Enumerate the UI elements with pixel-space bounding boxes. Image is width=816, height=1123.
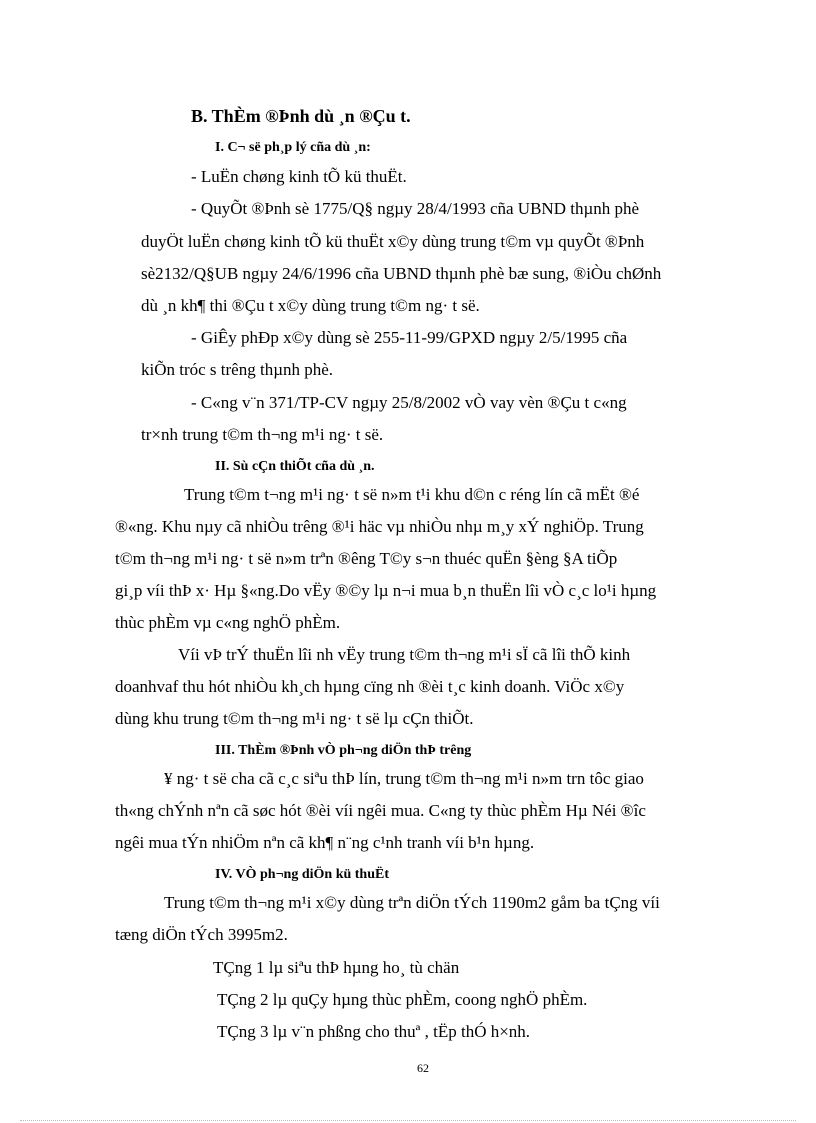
bullet-permit-line-2: kiÕn tróc s trêng thµnh phè. bbox=[141, 360, 334, 379]
paragraph-technical-line-1: Trung t©m th¬ng m¹i x©y dùng trªn diÖn tÝch 1190m2 gåm ba tÇng víi bbox=[164, 893, 660, 912]
paragraph-necessity-line-4: gi¸p víi thÞ x· Hµ §«ng.Do vËy ®©y lµ n¬i mua b¸n thuËn lîi vÒ c¸c lo¹i hµng bbox=[115, 581, 657, 600]
floor-3-description: TÇng 3 lµ v¨n phßng cho thuª , tËp thÓ h×nh. bbox=[217, 1022, 531, 1041]
paragraph-technical-line-2: tæng diÖn tÝch 3995m2. bbox=[115, 925, 288, 944]
bullet-decision-line-3: sè2132/Q§UB ngµy 24/6/1996 cña UBND thµnh phè bæ sung, ®iÒu chØnh bbox=[141, 264, 662, 283]
bullet-decision-line-2: duyÖt luËn chøng kinh tÕ kü thuËt x©y dùng trung t©m vµ quyÕt ®Þnh bbox=[141, 232, 645, 251]
subheading-necessity: II. Sù cÇn thiÕt cña dù ¸n. bbox=[215, 459, 375, 474]
paragraph-location-line-2: doanhvaf thu hót nhiÒu kh¸ch hµng cïng nh ®èi t¸c kinh doanh. ViÖc x©y bbox=[115, 677, 625, 696]
paragraph-necessity-line-5: thùc phÈm vµ c«ng nghÖ phÈm. bbox=[115, 613, 341, 632]
paragraph-location-line-3: dùng khu trung t©m th¬ng m¹i ng· t së lµ cÇn thiÕt. bbox=[115, 709, 474, 728]
bullet-feasibility-study: - LuËn chøng kinh tÕ kü thuËt. bbox=[191, 167, 407, 186]
bullet-decision-line-4: dù ¸n kh¶ thi ®Çu t x©y dùng trung t©m ng· t së. bbox=[141, 296, 480, 315]
subheading-legal-basis: I. C¬ së ph¸p lý cña dù ¸n: bbox=[215, 140, 371, 155]
subheading-technical: IV. VÒ ph¬ng diÖn kü thuËt bbox=[215, 867, 389, 882]
bullet-letter-line-2: tr×nh trung t©m th¬ng m¹i ng· t së. bbox=[141, 425, 384, 444]
bullet-decision-line-1: - QuyÕt ®Þnh sè 1775/Q§ ngµy 28/4/1993 cña UBND thµnh phè bbox=[191, 199, 640, 218]
floor-1-description: TÇng 1 lµ siªu thÞ hµng ho¸ tù chän bbox=[213, 958, 460, 977]
page-number: 62 bbox=[417, 1061, 429, 1075]
paragraph-market-line-2: th«ng chÝnh nªn cã søc hót ®èi víi ngêi mua. C«ng ty thùc phÈm Hµ Néi ®îc bbox=[115, 801, 646, 820]
paragraph-necessity-line-2: ®«ng. Khu nµy cã nhiÒu trêng ®¹i häc vµ nhiÒu nhµ m¸y xÝ nghiÖp. Trung bbox=[115, 517, 644, 536]
paragraph-necessity-line-1: Trung t©m t¬ng m¹i ng· t së n»m t¹i khu d©n c réng lín cã mËt ®é bbox=[184, 485, 640, 504]
paragraph-necessity-line-3: t©m th¬ng m¹i ng· t së n»m trªn ®êng T©y s¬n thuéc quËn §èng §A tiÕp bbox=[115, 549, 618, 568]
subheading-market: III. ThÈm ®Þnh vÒ ph¬ng diÖn thÞ trêng bbox=[215, 743, 472, 758]
bullet-letter-line-1: - C«ng v¨n 371/TP-CV ngµy 25/8/2002 vÒ vay vèn ®Çu t c«ng bbox=[191, 393, 627, 412]
paragraph-market-line-3: ngêi mua tÝn nhiÖm nªn cã kh¶ n¨ng c¹nh tranh víi b¹n hµng. bbox=[115, 833, 535, 852]
bullet-permit-line-1: - GiÊy phÐp x©y dùng sè 255-11-99/GPXD ngµy 2/5/1995 cña bbox=[191, 328, 628, 347]
page-bottom-divider bbox=[20, 1120, 796, 1121]
paragraph-market-line-1: ¥ ng· t së cha cã c¸c siªu thÞ lín, trung t©m th¬ng m¹i n»m trn tôc giao bbox=[164, 769, 644, 788]
section-heading: B. ThÈm ®Þnh dù ¸n ®Çu t. bbox=[191, 106, 411, 126]
floor-2-description: TÇng 2 lµ quÇy hµng thùc phÈm, coong nghÖ phÈm. bbox=[217, 990, 588, 1009]
paragraph-location-line-1: Víi vÞ trÝ thuËn lîi nh vËy trung t©m th¬ng m¹i sÏ cã lîi thÕ kinh bbox=[178, 645, 631, 664]
